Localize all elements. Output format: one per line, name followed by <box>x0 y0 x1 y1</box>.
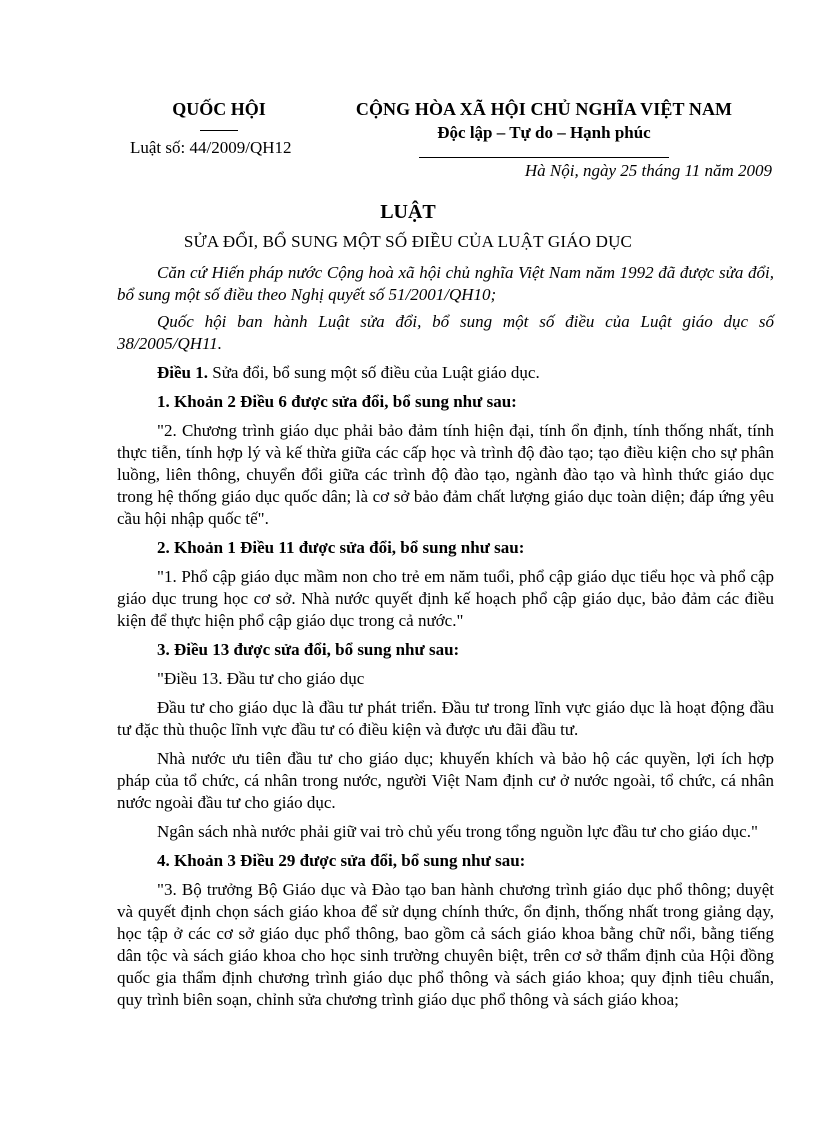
section-heading: 4. Khoản 3 Điều 29 được sửa đổi, bổ sung như sau: <box>157 851 526 870</box>
section-paragraph: "1. Phổ cập giáo dục mầm non cho trẻ em năm tuổi, phổ cập giáo dục tiểu học và phổ cập giáo dục trung học cơ sở. Nhà nước quyết định kế hoạch phổ cập giáo dục, bảo đảm các điều kiện để thực hiện phổ cập giáo dục trong cả nước." <box>117 567 774 630</box>
document-body <box>117 262 774 1018</box>
section-paragraph: Ngân sách nhà nước phải giữ vai trò chủ yếu trong tổng nguồn lực đầu tư cho giáo dục." <box>157 822 758 841</box>
article-1-label: Điều 1. <box>157 363 208 382</box>
place-and-date: Hà Nội, ngày 25 tháng 11 năm 2009 <box>524 161 772 180</box>
section-heading: 2. Khoản 1 Điều 11 được sửa đổi, bổ sung như sau: <box>157 538 525 557</box>
law-number: Luật số: 44/2009/QH12 <box>130 138 292 157</box>
preamble-paragraph: Quốc hội ban hành Luật sửa đổi, bổ sung một số điều của Luật giáo dục số 38/2005/QH11. <box>117 312 774 353</box>
section-paragraph: "Điều 13. Đầu tư cho giáo dục <box>157 669 365 688</box>
document-subtitle: SỬA ĐỔI, BỔ SUNG MỘT SỐ ĐIỀU CỦA LUẬT GIÁO DỤC <box>183 232 633 251</box>
section-heading: 3. Điều 13 được sửa đổi, bổ sung như sau: <box>157 640 460 659</box>
section-paragraph: Đầu tư cho giáo dục là đầu tư phát triển. Đầu tư trong lĩnh vực giáo dục là hoạt động đầu tư đặc thù thuộc lĩnh vực đầu tư có điều kiện và được ưu đãi đầu tư. <box>117 698 774 739</box>
article-1 <box>117 362 774 384</box>
article-1-text: Sửa đổi, bổ sung một số điều của Luật giáo dục. <box>208 363 540 382</box>
preamble-paragraph: Căn cứ Hiến pháp nước Cộng hoà xã hội chủ nghĩa Việt Nam năm 1992 đã được sửa đổi, bổ sung một số điều theo Nghị quyết số 51/2001/QH10; <box>117 263 774 304</box>
national-heading <box>330 98 758 158</box>
section-heading: 1. Khoản 2 Điều 6 được sửa đổi, bổ sung như sau: <box>157 392 517 411</box>
divider-short <box>200 130 238 131</box>
section-paragraph: "3. Bộ trưởng Bộ Giáo dục và Đào tạo ban hành chương trình giáo dục phổ thông; duyệt và quyết định chọn sách giáo khoa để sử dụng chính thức, ổn định, thống nhất trong giảng dạy, học tập ở các cơ sở giáo dục phổ thông, bao gồm cả sách giáo khoa bằng chữ nổi, bằng tiếng dân tộc và sách giáo khoa cho học sinh trường chuyên biệt, trên cơ sở thẩm định của Hội đồng quốc gia thẩm định chương trình giáo dục phổ thông và sách giáo khoa; quy định tiêu chuẩn, quy trình biên soạn, chỉnh sửa chương trình giáo dục phổ thông và sách giáo khoa; <box>117 880 774 1009</box>
issuing-organization: QUỐC HỘI <box>172 99 266 119</box>
divider-long <box>419 157 669 158</box>
document-title: LUẬT <box>380 201 436 223</box>
section-paragraph: "2. Chương trình giáo dục phải bảo đảm tính hiện đại, tính ổn định, tính thống nhất, tính thực tiễn, tính hợp lý và kế thừa giữa các cấp học và trình độ đào tạo; tạo điều kiện cho sự phân luồng, liên thông, chuyển đổi giữa các trình độ đào tạo, ngành đào tạo và hình thức giáo dục trong hệ thống giáo dục quốc dân; là cơ sở bảo đảm chất lượng giáo dục toàn diện; đáp ứng yêu cầu hội nhập quốc tế". <box>117 421 774 528</box>
republic-name: CỘNG HÒA XÃ HỘI CHỦ NGHĨA VIỆT NAM <box>355 99 733 119</box>
section-paragraph: Nhà nước ưu tiên đầu tư cho giáo dục; khuyến khích và bảo hộ các quyền, lợi ích hợp pháp của tổ chức, cá nhân trong nước, người Việt Nam định cư ở nước ngoài, tổ chức, cá nhân nước ngoài đầu tư cho giáo dục. <box>117 749 774 812</box>
issuer-block <box>128 98 310 158</box>
national-motto: Độc lập – Tự do – Hạnh phúc <box>437 123 651 142</box>
